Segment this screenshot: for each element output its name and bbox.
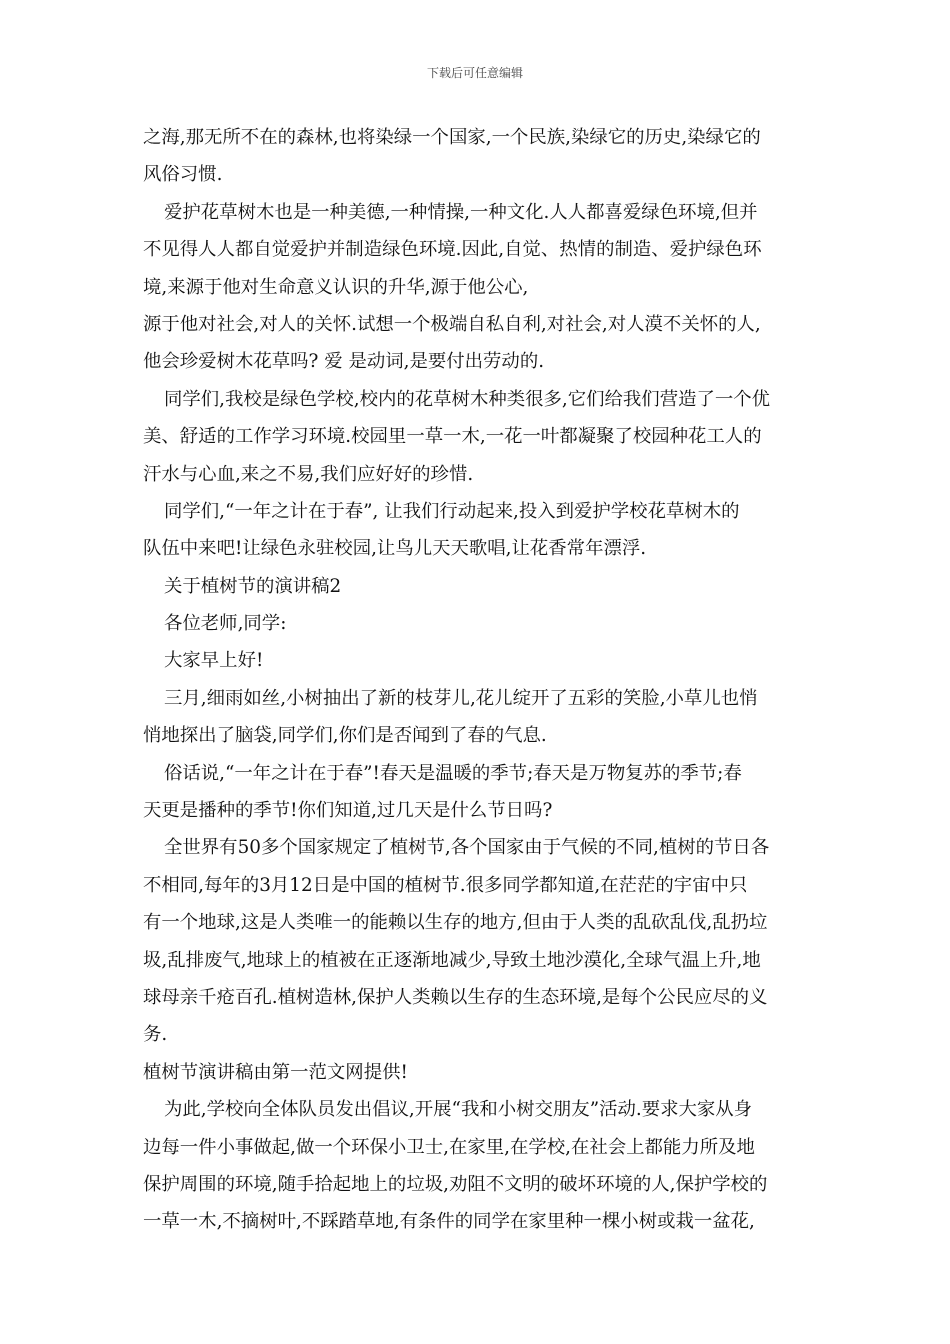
text-line: 风俗习惯. [143,164,223,186]
text-line: 同学们,我校是绿色学校,校内的花草树木种类很多,它们给我们营造了一个优 [164,388,771,410]
text-line: 大家早上好! [164,650,264,672]
text-line: 源于他对社会,对人的关怀.试想一个极端自私自利,对社会,对人漠不关怀的人, [143,313,761,335]
text-line: 全世界有50多个国家规定了植树节,各个国家由于气候的不同,植树的节日各 [164,837,770,859]
text-line: 有一个地球,这是人类唯一的能赖以生存的地方,但由于人类的乱砍乱伐,乱扔垃 [143,912,768,934]
text-line: 爱护花草树木也是一种美德,一种情操,一种文化.人人都喜爱绿色环境,但并 [164,201,758,223]
text-line: 美、舒适的工作学习环境.校园里一草一木,一花一叶都凝聚了校园种花工人的 [143,426,762,448]
text-line: 境,来源于他对生命意义认识的升华,源于他公心, [143,276,529,298]
text-line: 植树节演讲稿由第一范文网提供! [143,1061,408,1083]
page-header: 下载后可任意编辑 [426,66,523,80]
text-line: 保护周围的环境,随手拾起地上的垃圾,劝阻不文明的破坏环境的人,保护学校的 [143,1173,768,1195]
text-line: 他会珍爱树木花草吗? 爱 是动词,是要付出劳动的. [143,351,545,373]
text-line: 天更是播种的季节!你们知道,过几天是什么节日吗? [143,800,553,822]
text-line: 圾,乱排废气,地球上的植被在正逐渐地减少,导致土地沙漠化,全球气温上升,地 [143,949,761,971]
text-line: 不见得人人都自觉爱护并制造绿色环境.因此,自觉、热情的制造、爱护绿色环 [143,239,762,261]
text-line: 之海,那无所不在的森林,也将染绿一个国家,一个民族,染绿它的历史,染绿它的 [143,127,761,148]
text-line: 关于植树节的演讲稿2 [164,575,342,597]
text-line: 边每一件小事做起,做一个环保小卫士,在家里,在学校,在社会上都能力所及地 [143,1136,755,1158]
text-line: 三月,细雨如丝,小树抽出了新的枝芽儿,花儿绽开了五彩的笑脸,小草儿也悄 [164,687,758,709]
text-line: 同学们,“一年之计在于春”, 让我们行动起来,投入到爱护学校花草树木的 [164,500,740,522]
text-line: 球母亲千疮百孔.植树造林,保护人类赖以生存的生态环境,是每个公民应尽的义 [143,986,768,1008]
text-line: 不相同,每年的3月12日是中国的植树节.很多同学都知道,在茫茫的宇宙中只 [143,874,748,896]
document-body [143,119,813,1241]
text-line: 务. [143,1024,168,1046]
text-line: 俗话说,“一年之计在于春”!春天是温暖的季节;春天是万物复苏的季节;春 [164,762,742,784]
text-line: 一草一木,不摘树叶,不踩踏草地,有条件的同学在家里种一棵小树或栽一盆花, [143,1211,755,1233]
text-line: 汗水与心血,来之不易,我们应好好的珍惜. [143,463,474,485]
text-line: 悄地探出了脑袋,同学们,你们是否闻到了春的气息. [143,725,547,747]
text-line: 各位老师,同学: [164,613,287,635]
text-line: 为此,学校向全体队员发出倡议,开展“我和小树交朋友”活动.要求大家从身 [164,1099,753,1121]
text-line: 队伍中来吧!让绿色永驻校园,让鸟儿天天歌唱,让花香常年漂浮. [143,538,647,560]
